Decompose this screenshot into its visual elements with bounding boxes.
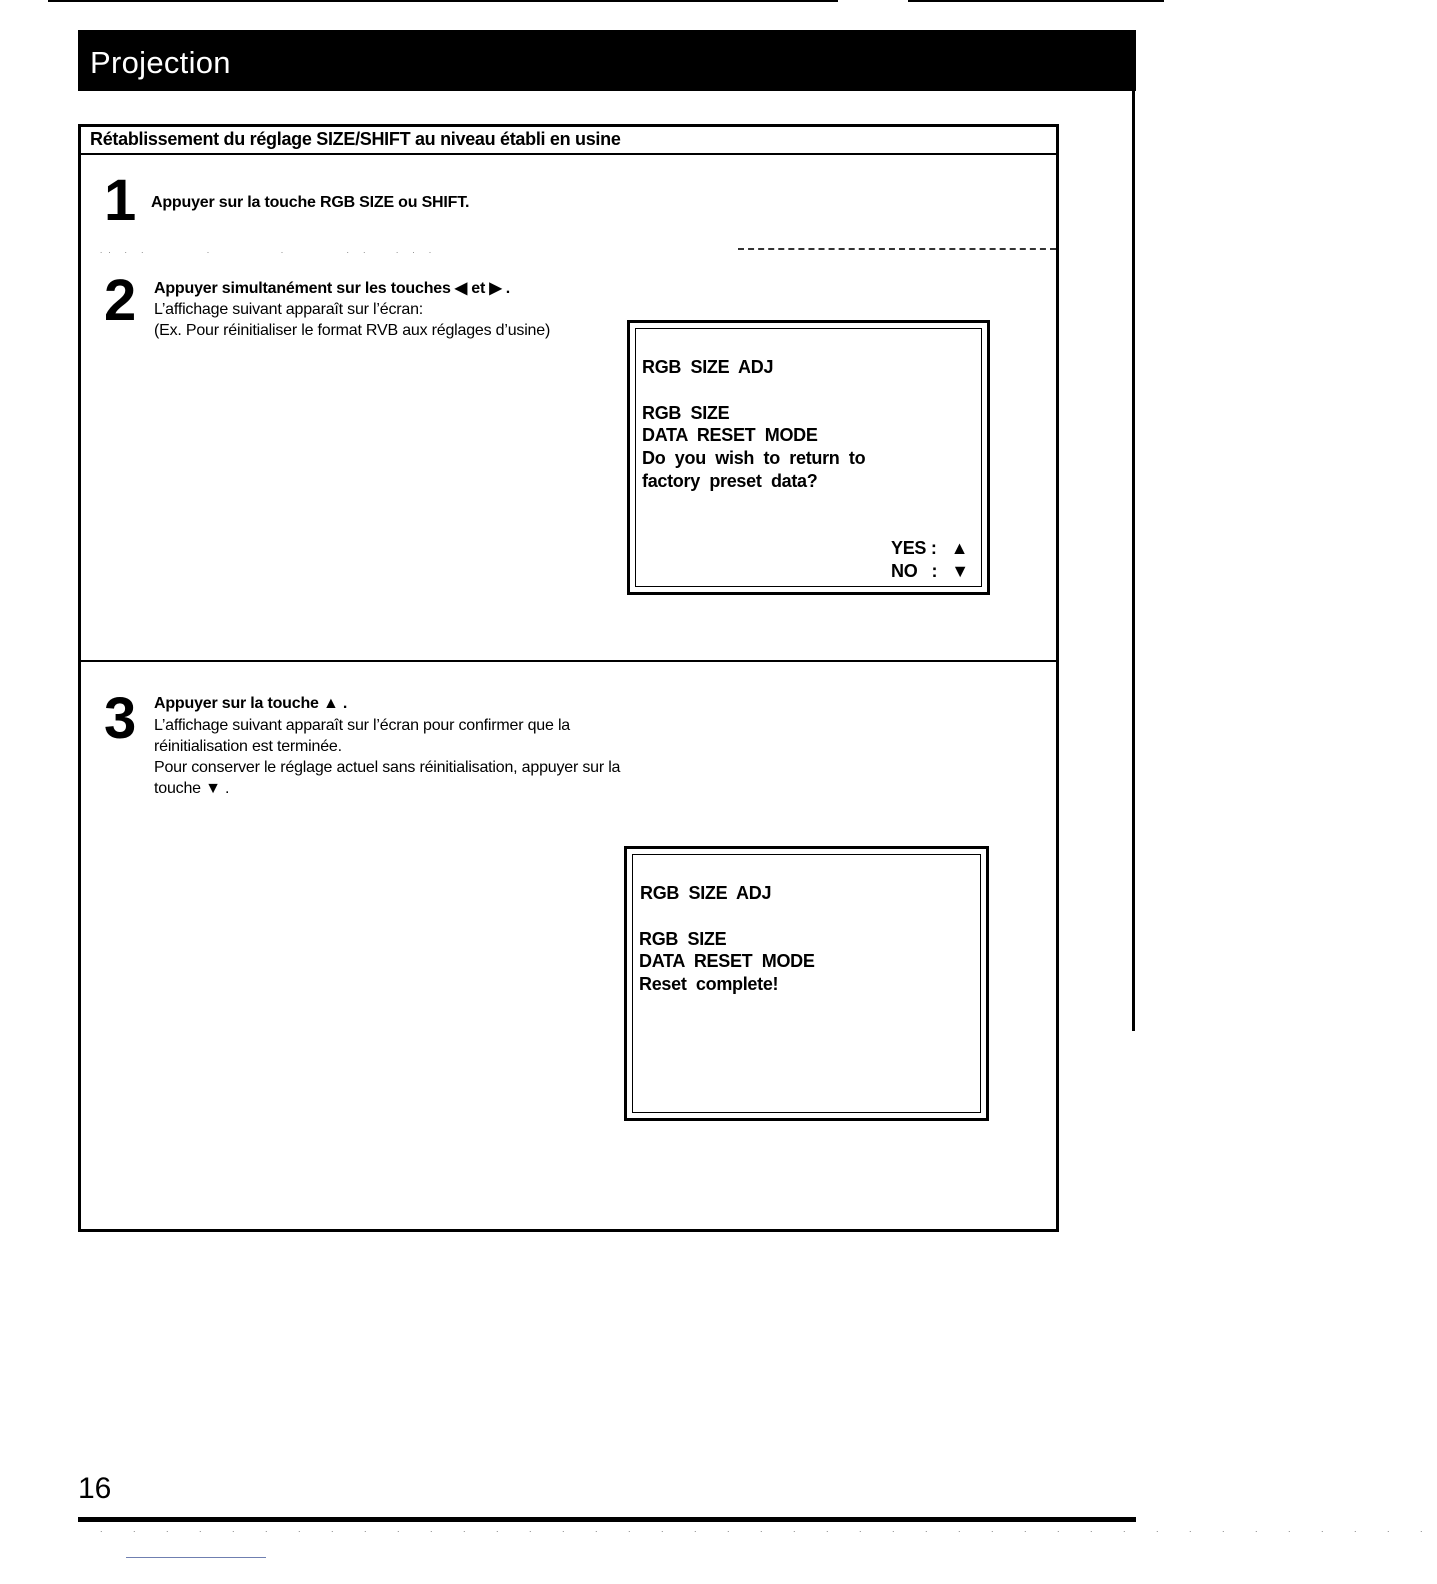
step-2-text bbox=[154, 299, 550, 341]
step-3-line-3: Pour conserver le réglage actuel sans réinitialisation, appuyer sur la bbox=[154, 759, 621, 776]
footer-scan-dots: . . . . . . . . . . . . . . . . . . . . . . . . . . . . . . . . . . . . . . . . . bbox=[100, 1524, 1437, 1534]
step-divider-dashed bbox=[738, 248, 1056, 250]
footer-rule bbox=[78, 1517, 1136, 1522]
osd-screen-reset-prompt bbox=[627, 320, 990, 595]
step-3-text bbox=[154, 715, 620, 799]
osd-question-line-2: factory preset data? bbox=[642, 471, 818, 491]
top-rule-left bbox=[48, 0, 838, 2]
osd-screen-reset-complete bbox=[624, 846, 989, 1121]
osd-mode: DATA RESET MODE bbox=[639, 951, 815, 971]
footer-short-rule bbox=[126, 1557, 266, 1558]
header-bar bbox=[78, 30, 1136, 91]
osd-item: RGB SIZE bbox=[642, 403, 730, 423]
osd-question-line-1: Do you wish to return to bbox=[642, 448, 866, 468]
step-3-number: 3 bbox=[104, 686, 135, 751]
osd-mode: DATA RESET MODE bbox=[642, 425, 818, 445]
step-3-line-1: L’affichage suivant apparaît sur l’écran pour confirmer que la bbox=[154, 717, 570, 734]
step-1-number: 1 bbox=[104, 168, 135, 233]
osd-item: RGB SIZE bbox=[639, 929, 727, 949]
step-3-title: Appuyer sur la touche ▲ . bbox=[154, 695, 348, 712]
step-3-line-2: réinitialisation est terminée. bbox=[154, 738, 342, 755]
step-3-line-4: touche ▼ . bbox=[154, 780, 230, 797]
osd-yes-option: YES : ▲ bbox=[891, 538, 969, 558]
right-margin-rule bbox=[1132, 91, 1135, 1031]
page-number: 16 bbox=[78, 1472, 112, 1505]
heading-divider bbox=[81, 153, 1056, 155]
osd-no-option: NO : ▼ bbox=[891, 561, 969, 581]
osd-status-message: Reset complete! bbox=[639, 974, 779, 994]
osd-title: RGB SIZE ADJ bbox=[640, 883, 772, 903]
step-2-title: Appuyer simultanément sur les touches ◀ et ▶ . bbox=[154, 280, 510, 297]
step-1-title: Appuyer sur la touche RGB SIZE ou SHIFT. bbox=[151, 194, 470, 211]
faint-dots: .. . . . . . . . . . bbox=[100, 246, 438, 255]
top-rule-right bbox=[908, 0, 1164, 2]
page-title: Projection bbox=[90, 45, 231, 80]
osd-title: RGB SIZE ADJ bbox=[642, 357, 774, 377]
step-2-line-1: L’affichage suivant apparaît sur l’écran: bbox=[154, 301, 424, 318]
section-divider bbox=[81, 660, 1056, 662]
section-heading: Rétablissement du réglage SIZE/SHIFT au niveau établi en usine bbox=[90, 129, 621, 149]
step-2-number: 2 bbox=[104, 268, 135, 333]
step-2-line-2: (Ex. Pour réinitialiser le format RVB aux réglages d’usine) bbox=[154, 322, 551, 339]
